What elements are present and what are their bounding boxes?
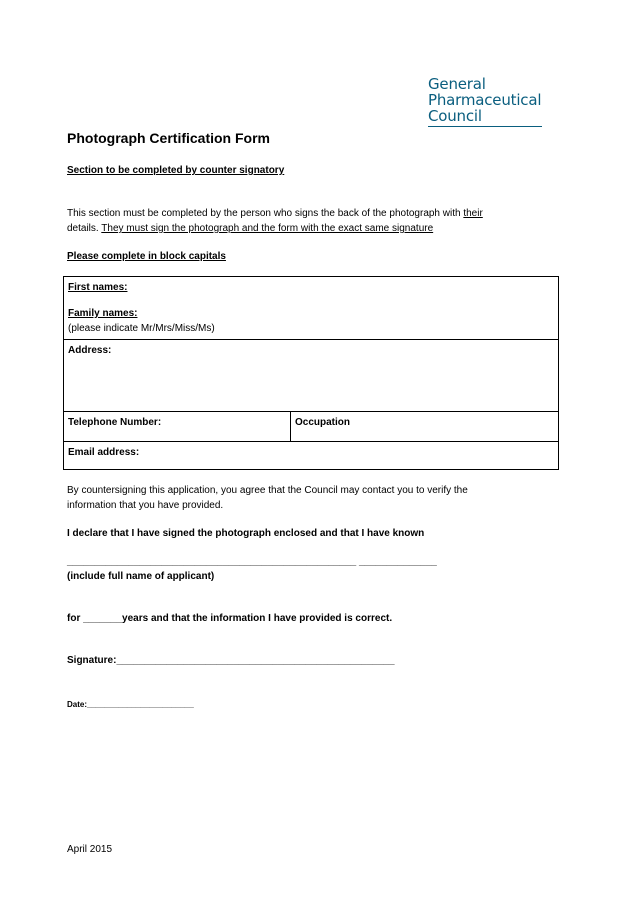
intro-text-2: details.: [67, 223, 102, 234]
logo-underline: [428, 126, 542, 127]
intro-their: their: [463, 208, 483, 219]
agreement-line-1: By countersigning this application, you agree that the Council may contact you to verify the: [67, 485, 468, 496]
applicant-note: (include full name of applicant): [67, 571, 215, 582]
telephone-cell[interactable]: [64, 412, 291, 442]
agreement-line-2: information that you have provided.: [67, 500, 224, 511]
address-cell[interactable]: [64, 340, 559, 412]
family-names-label: Family names:: [68, 308, 138, 319]
intro-text-1: This section must be completed by the person who signs the back of the photograph with: [67, 208, 464, 219]
intro-signature-rule: They must sign the photograph and the form with the exact same signature: [101, 223, 434, 234]
address-label: Address:: [68, 345, 112, 356]
intro-line-2: [67, 221, 433, 236]
page-title: Photograph Certification Form: [67, 130, 270, 146]
signature-line[interactable]: Signature:__________________________________________________: [67, 655, 395, 666]
logo-line-3: Council: [428, 107, 482, 125]
section-heading: Section to be completed by counter signatory: [67, 165, 285, 176]
block-capitals-note: Please complete in block capitals: [67, 251, 226, 262]
telephone-label: Telephone Number:: [68, 417, 162, 428]
gphc-logo: [428, 76, 544, 124]
details-form: [63, 276, 559, 470]
occupation-cell[interactable]: [291, 412, 559, 442]
years-known-line[interactable]: for _______years and that the information I have provided is correct.: [67, 613, 393, 624]
first-names-label: First names:: [68, 282, 128, 293]
declaration: I declare that I have signed the photograph enclosed and that I have known: [67, 528, 425, 539]
logo-line-1: General: [428, 75, 486, 93]
intro-line-1: [67, 206, 483, 221]
occupation-label: Occupation: [295, 417, 351, 428]
names-cell[interactable]: [64, 277, 559, 340]
applicant-name-line[interactable]: ____________________________________________________ ______________: [67, 556, 437, 567]
logo-line-2: Pharmaceutical: [428, 91, 542, 109]
date-line[interactable]: Date:________________________: [67, 700, 194, 709]
email-cell[interactable]: [64, 442, 559, 470]
family-names-note: (please indicate Mr/Mrs/Miss/Ms): [68, 323, 215, 334]
email-label: Email address:: [68, 447, 140, 458]
footer-date: April 2015: [67, 844, 113, 855]
